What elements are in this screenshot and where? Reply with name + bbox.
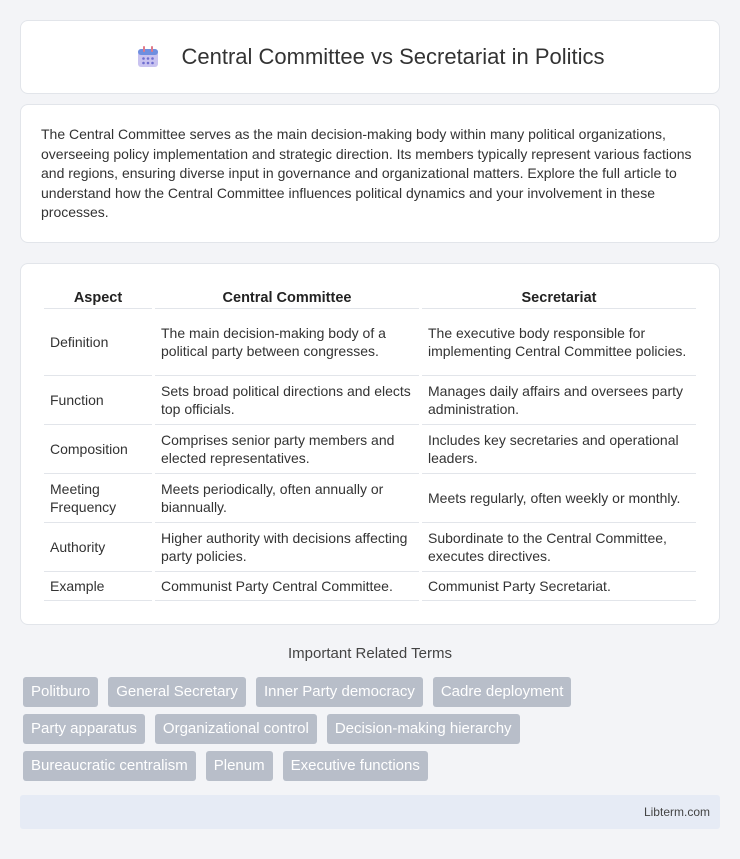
calendar-icon <box>135 44 161 70</box>
tag-row <box>20 714 720 744</box>
table-cell: Communist Party Central Committee. <box>155 572 419 601</box>
table-cell: Comprises senior party members and elected representatives. <box>155 425 419 474</box>
tag-cadre-deployment[interactable]: Cadre deployment <box>433 677 572 707</box>
tag-inner-party-democracy[interactable]: Inner Party democracy <box>256 677 423 707</box>
table-cell: Communist Party Secretariat. <box>422 572 696 601</box>
tag-bureaucratic-centralism[interactable]: Bureaucratic centralism <box>23 751 196 781</box>
tag-decision-making-hierarchy[interactable]: Decision-making hierarchy <box>327 714 520 744</box>
comparison-card <box>20 263 720 625</box>
tag-executive-functions[interactable]: Executive functions <box>283 751 428 781</box>
table-cell: Definition <box>44 309 152 376</box>
intro-text: The Central Committee serves as the main decision-making body within many political organizations, overseeing policy implementation and strategic direction. Its members typically represent various factions and regions, ensuring diverse input in governance and organizational matters. Explore the full article to understand how the Central Committee influences political dynamics and your involvement in these processes. <box>41 126 692 220</box>
table-row <box>44 376 696 425</box>
table-cell: Includes key secretaries and operational leaders. <box>422 425 696 474</box>
tag-plenum[interactable]: Plenum <box>206 751 273 781</box>
table-cell: Meeting Frequency <box>44 474 152 523</box>
intro-card <box>20 104 720 243</box>
table-cell: Sets broad political directions and elects top officials. <box>155 376 419 425</box>
related-terms-title: Important Related Terms <box>288 645 452 662</box>
table-cell: The executive body responsible for implementing Central Committee policies. <box>422 309 696 376</box>
comparison-table <box>41 284 699 601</box>
table-cell: Meets periodically, often annually or biannually. <box>155 474 419 523</box>
header-secretariat: Secretariat <box>422 284 696 309</box>
table-cell: Manages daily affairs and oversees party administration. <box>422 376 696 425</box>
page-title: Central Committee vs Secretariat in Politics <box>181 44 605 69</box>
table-cell: Example <box>44 572 152 601</box>
tag-general-secretary[interactable]: General Secretary <box>108 677 246 707</box>
table-row <box>44 523 696 572</box>
table-cell: Authority <box>44 523 152 572</box>
tag-row <box>20 751 720 781</box>
tag-politburo[interactable]: Politburo <box>23 677 98 707</box>
title-card <box>20 20 720 94</box>
table-row <box>44 425 696 474</box>
footer <box>20 795 720 829</box>
table-cell: Meets regularly, often weekly or monthly. <box>422 474 696 523</box>
table-row <box>44 572 696 601</box>
tag-organizational-control[interactable]: Organizational control <box>155 714 317 744</box>
table-row <box>44 474 696 523</box>
header-central-committee: Central Committee <box>155 284 419 309</box>
table-row <box>44 309 696 376</box>
footer-site-link[interactable]: Libterm.com <box>643 805 710 819</box>
table-cell: Function <box>44 376 152 425</box>
table-cell: Composition <box>44 425 152 474</box>
table-cell: Subordinate to the Central Committee, executes directives. <box>422 523 696 572</box>
table-cell: The main decision-making body of a political party between congresses. <box>155 309 419 376</box>
tag-row <box>20 677 720 707</box>
table-cell: Higher authority with decisions affecting party policies. <box>155 523 419 572</box>
header-aspect: Aspect <box>44 284 152 309</box>
related-terms <box>20 677 720 788</box>
tag-party-apparatus[interactable]: Party apparatus <box>23 714 145 744</box>
